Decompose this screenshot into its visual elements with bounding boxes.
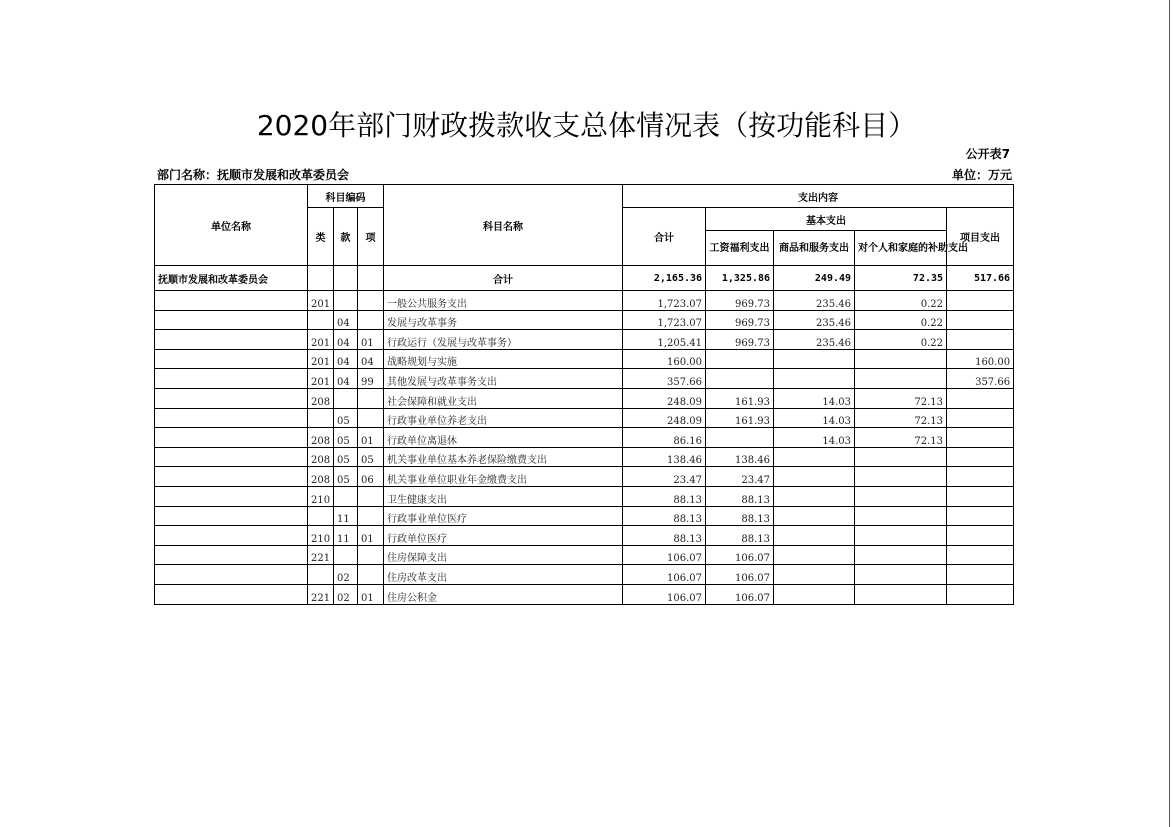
row-goods	[774, 584, 855, 604]
row-kuan: 02	[334, 565, 358, 585]
row-goods	[774, 486, 855, 506]
table-row	[155, 310, 1014, 330]
table-row	[155, 467, 1014, 487]
row-total: 106.07	[623, 584, 706, 604]
row-personal: 72.13	[855, 428, 947, 448]
header-lei: 类	[308, 208, 334, 266]
table-row	[155, 486, 1014, 506]
row-xiang: 05	[358, 447, 384, 467]
row-subject-name: 住房改革支出	[384, 565, 623, 585]
header-total: 合计	[623, 208, 706, 266]
row-subject-name: 社会保障和就业支出	[384, 388, 623, 408]
row-lei: 208	[308, 388, 334, 408]
row-subject-name: 行政事业单位医疗	[384, 506, 623, 526]
row-unit-name	[155, 565, 308, 585]
total-goods: 249.49	[774, 266, 855, 291]
row-goods	[774, 369, 855, 389]
total-label: 合计	[384, 266, 623, 291]
header-subject-name: 科目名称	[384, 185, 623, 266]
row-unit-name	[155, 447, 308, 467]
row-kuan: 05	[334, 447, 358, 467]
total-lei	[308, 266, 334, 291]
row-unit-name	[155, 310, 308, 330]
row-kuan: 05	[334, 428, 358, 448]
row-goods	[774, 506, 855, 526]
row-xiang: 04	[358, 349, 384, 369]
row-total: 88.13	[623, 486, 706, 506]
row-personal	[855, 486, 947, 506]
unit-label: 单位：万元	[951, 168, 1012, 182]
row-kuan	[334, 388, 358, 408]
row-total: 106.07	[623, 565, 706, 585]
row-xiang: 01	[358, 526, 384, 546]
row-project	[947, 506, 1014, 526]
row-lei: 201	[308, 369, 334, 389]
table-row	[155, 330, 1014, 350]
row-personal: 0.22	[855, 330, 947, 350]
row-project	[947, 388, 1014, 408]
table-row	[155, 369, 1014, 389]
row-xiang	[358, 545, 384, 565]
row-subject-name: 住房公积金	[384, 584, 623, 604]
row-total: 1,205.41	[623, 330, 706, 350]
table-row	[155, 584, 1014, 604]
row-lei: 221	[308, 584, 334, 604]
row-goods	[774, 447, 855, 467]
header-wage: 工资福利支出	[706, 231, 774, 266]
row-goods	[774, 545, 855, 565]
row-project	[947, 565, 1014, 585]
table-row	[155, 428, 1014, 448]
row-personal: 72.13	[855, 408, 947, 428]
row-project	[947, 447, 1014, 467]
row-goods	[774, 565, 855, 585]
total-sum: 2,165.36	[623, 266, 706, 291]
department-label: 部门名称：抚顺市发展和改革委员会	[157, 168, 350, 182]
row-goods	[774, 526, 855, 546]
row-subject-name: 行政单位医疗	[384, 526, 623, 546]
row-kuan: 04	[334, 330, 358, 350]
row-subject-name: 一般公共服务支出	[384, 291, 623, 311]
row-goods	[774, 349, 855, 369]
header-project: 项目支出	[947, 208, 1014, 266]
row-xiang: 01	[358, 428, 384, 448]
row-personal	[855, 506, 947, 526]
row-xiang	[358, 310, 384, 330]
row-subject-name: 卫生健康支出	[384, 486, 623, 506]
row-personal	[855, 584, 947, 604]
row-wage: 161.93	[706, 408, 774, 428]
table-row	[155, 506, 1014, 526]
row-wage: 969.73	[706, 291, 774, 311]
row-xiang	[358, 388, 384, 408]
row-xiang: 06	[358, 467, 384, 487]
row-project	[947, 545, 1014, 565]
row-goods: 14.03	[774, 428, 855, 448]
row-unit-name	[155, 486, 308, 506]
row-kuan: 02	[334, 584, 358, 604]
header-basic-expense: 基本支出	[706, 208, 947, 231]
row-wage: 106.07	[706, 545, 774, 565]
row-total: 88.13	[623, 526, 706, 546]
row-goods: 235.46	[774, 330, 855, 350]
row-lei	[308, 506, 334, 526]
row-lei: 221	[308, 545, 334, 565]
page-title: 2020年部门财政拨款收支总体情况表（按功能科目）	[256, 109, 917, 142]
row-personal: 0.22	[855, 291, 947, 311]
row-wage: 88.13	[706, 486, 774, 506]
row-personal: 72.13	[855, 388, 947, 408]
total-xiang	[358, 266, 384, 291]
row-goods	[774, 467, 855, 487]
row-wage	[706, 369, 774, 389]
row-total: 88.13	[623, 506, 706, 526]
row-wage: 106.07	[706, 584, 774, 604]
row-unit-name	[155, 545, 308, 565]
row-total: 160.00	[623, 349, 706, 369]
row-unit-name	[155, 506, 308, 526]
row-total: 106.07	[623, 545, 706, 565]
row-goods: 14.03	[774, 388, 855, 408]
total-personal: 72.35	[855, 266, 947, 291]
row-goods: 14.03	[774, 408, 855, 428]
row-project	[947, 408, 1014, 428]
row-unit-name	[155, 467, 308, 487]
table-row	[155, 565, 1014, 585]
row-subject-name: 机关事业单位基本养老保险缴费支出	[384, 447, 623, 467]
row-project	[947, 291, 1014, 311]
row-xiang	[358, 408, 384, 428]
row-lei	[308, 408, 334, 428]
row-xiang: 99	[358, 369, 384, 389]
row-wage: 88.13	[706, 506, 774, 526]
row-lei: 201	[308, 349, 334, 369]
row-lei: 208	[308, 428, 334, 448]
row-kuan: 04	[334, 369, 358, 389]
row-wage	[706, 428, 774, 448]
row-wage	[706, 349, 774, 369]
header-expense-content: 支出内容	[623, 185, 1014, 208]
row-subject-name: 发展与改革事务	[384, 310, 623, 330]
total-wage: 1,325.86	[706, 266, 774, 291]
row-personal	[855, 545, 947, 565]
row-lei: 208	[308, 467, 334, 487]
row-goods: 235.46	[774, 291, 855, 311]
header-kuan: 款	[334, 208, 358, 266]
row-personal	[855, 526, 947, 546]
row-lei: 210	[308, 486, 334, 506]
row-unit-name	[155, 330, 308, 350]
total-kuan	[334, 266, 358, 291]
row-kuan	[334, 291, 358, 311]
row-xiang	[358, 565, 384, 585]
row-total: 1,723.07	[623, 291, 706, 311]
row-kuan	[334, 545, 358, 565]
row-project: 160.00	[947, 349, 1014, 369]
row-project	[947, 486, 1014, 506]
row-wage: 106.07	[706, 565, 774, 585]
row-wage: 88.13	[706, 526, 774, 546]
row-wage: 161.93	[706, 388, 774, 408]
row-wage: 23.47	[706, 467, 774, 487]
row-lei: 201	[308, 291, 334, 311]
row-total: 138.46	[623, 447, 706, 467]
row-project	[947, 526, 1014, 546]
row-total: 86.16	[623, 428, 706, 448]
row-xiang	[358, 486, 384, 506]
row-lei: 208	[308, 447, 334, 467]
row-lei	[308, 565, 334, 585]
total-row	[155, 266, 1014, 291]
table-row	[155, 447, 1014, 467]
row-subject-name: 行政运行（发展与改革事务）	[384, 330, 623, 350]
row-project	[947, 428, 1014, 448]
row-subject-name: 行政事业单位养老支出	[384, 408, 623, 428]
row-wage: 969.73	[706, 330, 774, 350]
header-personal: 对个人和家庭的补助支出	[855, 231, 947, 266]
row-wage: 138.46	[706, 447, 774, 467]
row-subject-name: 其他发展与改革事务支出	[384, 369, 623, 389]
row-lei: 210	[308, 526, 334, 546]
row-project: 357.66	[947, 369, 1014, 389]
row-kuan: 04	[334, 310, 358, 330]
table-row	[155, 545, 1014, 565]
row-personal	[855, 467, 947, 487]
row-kuan	[334, 486, 358, 506]
table-row	[155, 388, 1014, 408]
row-total: 1,723.07	[623, 310, 706, 330]
header-xiang: 项	[358, 208, 384, 266]
row-lei: 201	[308, 330, 334, 350]
row-subject-name: 机关事业单位职业年金缴费支出	[384, 467, 623, 487]
row-project	[947, 467, 1014, 487]
row-xiang: 01	[358, 330, 384, 350]
row-kuan: 04	[334, 349, 358, 369]
row-unit-name	[155, 369, 308, 389]
row-kuan: 05	[334, 467, 358, 487]
row-goods: 235.46	[774, 310, 855, 330]
total-unit-name: 抚顺市发展和改革委员会	[155, 266, 308, 291]
row-lei	[308, 310, 334, 330]
row-total: 357.66	[623, 369, 706, 389]
row-personal	[855, 447, 947, 467]
row-total: 248.09	[623, 408, 706, 428]
header-goods: 商品和服务支出	[774, 231, 855, 266]
row-personal	[855, 565, 947, 585]
row-unit-name	[155, 291, 308, 311]
table-row	[155, 349, 1014, 369]
row-kuan: 05	[334, 408, 358, 428]
row-unit-name	[155, 388, 308, 408]
row-personal: 0.22	[855, 310, 947, 330]
row-project	[947, 584, 1014, 604]
table-row	[155, 408, 1014, 428]
row-kuan: 11	[334, 506, 358, 526]
row-unit-name	[155, 428, 308, 448]
row-personal	[855, 369, 947, 389]
row-kuan: 11	[334, 526, 358, 546]
header-subject-code: 科目编码	[308, 185, 384, 208]
budget-table	[154, 184, 1014, 605]
row-total: 23.47	[623, 467, 706, 487]
row-xiang	[358, 291, 384, 311]
row-project	[947, 330, 1014, 350]
table-row	[155, 526, 1014, 546]
row-wage: 969.73	[706, 310, 774, 330]
row-subject-name: 战略规划与实施	[384, 349, 623, 369]
row-subject-name: 行政单位离退休	[384, 428, 623, 448]
row-unit-name	[155, 408, 308, 428]
row-total: 248.09	[623, 388, 706, 408]
table-number: 公开表7	[965, 147, 1010, 161]
row-unit-name	[155, 526, 308, 546]
row-personal	[855, 349, 947, 369]
row-xiang	[358, 506, 384, 526]
row-unit-name	[155, 349, 308, 369]
total-project: 517.66	[947, 266, 1014, 291]
row-unit-name	[155, 584, 308, 604]
row-project	[947, 310, 1014, 330]
table-row	[155, 291, 1014, 311]
row-xiang: 01	[358, 584, 384, 604]
header-unit-name: 单位名称	[155, 185, 308, 266]
row-subject-name: 住房保障支出	[384, 545, 623, 565]
